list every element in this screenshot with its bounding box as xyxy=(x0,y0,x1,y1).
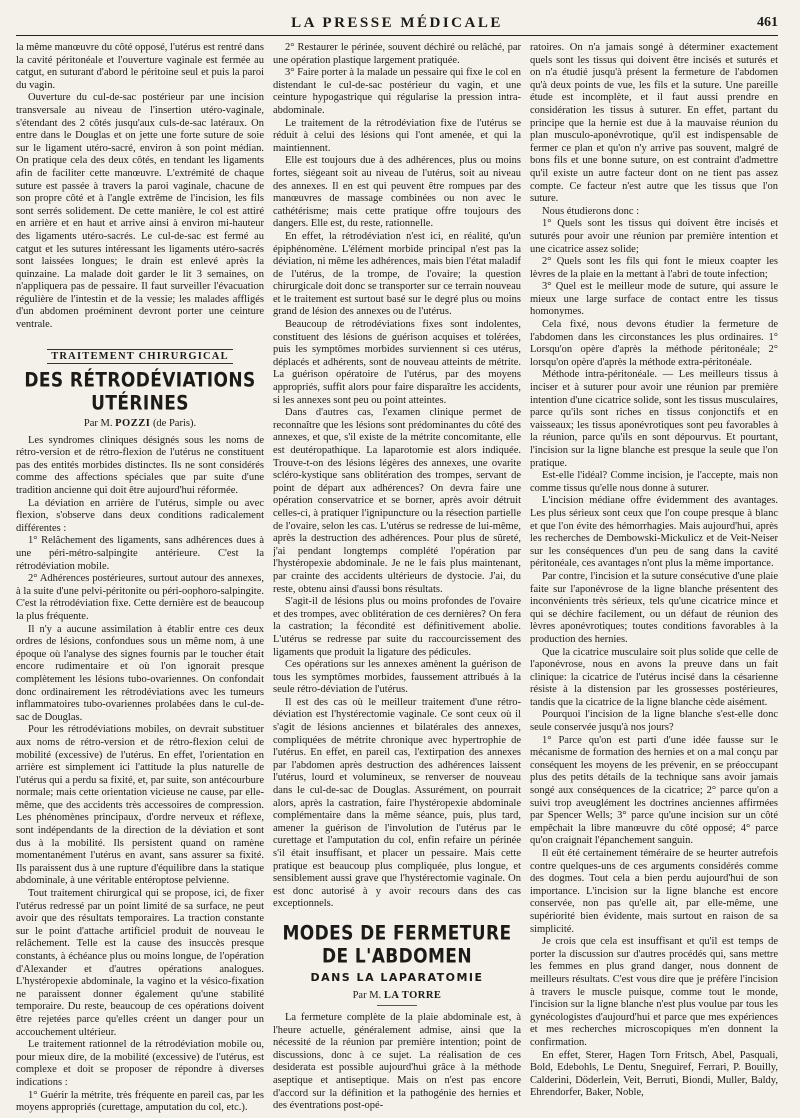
paragraph: 1° Quels sont les tissus qui doivent être incisés et suturés pour avoir une réunion par première intention et une cicatrice assez solide; xyxy=(530,218,778,255)
column-2 xyxy=(273,42,521,1118)
paragraph: la même manœuvre du côté opposé, l'utérus est rentré dans la cavité péritonéale et l'ouverture vaginale est fermée au catgut, en suturant d'abord le péritoine seul et puis la paroi du vagin. xyxy=(16,42,264,91)
article-heading xyxy=(16,346,264,429)
page-number: 461 xyxy=(757,15,778,30)
article-byline xyxy=(273,990,521,1001)
paragraph: Ouverture du cul-de-sac postérieur par une incision transversale au niveau de l'insertion utéro-vaginale, s'étendant des 2 côtés jusqu'aux culs-de-sac latéraux. On entre dans le Douglas et on jette une forte suture de soie sur le ligament utéro-sacré, environ à son point médian. On pratique cela des deux côtés, en tendant les ligaments afin de faciliter cette manœuvre. L'extrémité de chaque suture est passée à travers la paroi vaginale, chacune de son propre côté et à l'angle extrême de l'incision, les fils sont serrés solidement. De cette manière, le col est attiré en arrière et en haut et arrive ainsi à environ mi-hauteur des ligaments utéro-sacrés. Le cul-de-sac est fermé au catgut et les sutures intéressant les ligaments utéro-sacrés sont laissées longues; le drain est enlevé après la quinzaine. La malade doit garder le lit 3 semaines, on n'appliquera pas de pessaire. Il faut surveiller l'évacuation régulière de l'intestin et de la vessie; les malades affligés d'un abdomen proéminent devront porter une ceinture ventrale. xyxy=(16,92,264,331)
paragraph: En effet, Sterer, Hagen Torn Fritsch, Abel, Pasquali, Bold, Edebohls, Le Dentu, Sneguiref, Ferrari, P. Bouilly, Calderini, Döderlein, Veit, Berruti, Biondi, Muller, Baldy, Ehrendorfer, Baker, Noble, xyxy=(530,1049,778,1099)
paragraph: Il eût été certainement téméraire de se heurter autrefois contre quelques-uns de ces arguments considérés comme des dogmes. Tout cela a bien perdu aujourd'hui de son importance. L'incision sur la ligne blanche est encore conservée, non pas qu'elle ait, par elle-même, une supériorité bien évidente, mais surtout en raison de sa simplicité. xyxy=(530,848,778,935)
paragraph: S'agit-il de lésions plus ou moins profondes de l'ovaire et des trompes, avec oblitération de ces dernières? On fera la castration; la fécondité est définitivement abolie. L'utérus se redresse par suite du raccourcissement des ligaments que produit la ligature des pédicules. xyxy=(273,596,521,658)
column-1 xyxy=(16,42,264,1118)
paragraph: Est-elle l'idéal? Comme incision, je l'accepte, mais non comme tissus qu'elle nous donne à suturer. xyxy=(530,470,778,494)
paragraph: Tout traitement chirurgical qui se propose, ici, de fixer l'utérus redressé par un point limité de sa surface, ne peut avoir que des résultats temporaires. La traction constante sur le point d'attache artificiel produit de nouveau le relâchement. Telle est la cause des insuccès presque constants, à échéance plus ou moins longue, de l'opération d'Alexander et d'autres opérations analogues. L'hystéropexie abdominale, la vagino et la vésico-fixation ne paraissent donner également qu'une stabilité temporaire. Du reste, beaucoup de ces opérations doivent être rejetées parce qu'elles créent un danger pour un accouchement ultérieur. xyxy=(16,888,264,1038)
article-title: MODES DE FERMETURE DE L'ABDOMEN xyxy=(282,921,512,968)
paragraph: Méthode intra-péritonéale. — Les meilleurs tissus à inciser et à suturer pour avoir une réunion par première intention d'une cicatrice solide, sont les tissus musculaires, parce qu'ils sont riches en tissus conjonctifs et en vaisseaux; les tissus aponévrotiques sont peu favorables à la réunion, parce qu'ils en sont dépourvus. Et pourtant, l'incision sur la ligne blanche est presque la seule que l'on pratique. xyxy=(530,369,778,469)
paragraph: Dans d'autres cas, l'examen clinique permet de reconnaître que les lésions sont prédominantes du côté des annexes, et que, s'il existe de la métrite concomitante, elle est deutéropathique. La laparotomie est alors indiquée. Trouve-t-on des lésions légères des annexes, une ovarite scléro-kystique sans oblitération des trompes, servant de point de départ aux adhérences? On devra faire une opération conservatrice et se borner, après avoir détruit celles-ci, à pratiquer l'ignipuncture ou la résection partielle de l'ovaire, selon les cas. L'utérus se redresse de lui-même, après la destruction des adhérences. Pour plus de sûreté, j'ai pendant longtemps complété l'opération par l'hystéropexie abdominale. Je ne le fais plus maintenant, par crainte des accidents ultérieurs de dystocie. J'ai, du reste, obtenu ainsi d'aussi bons résultats. xyxy=(273,407,521,595)
paragraph: 2° Quels sont les fils qui font le mieux coapter les lèvres de la plaie en la mettant à l'abri de toute infection; xyxy=(530,256,778,280)
paragraph: 1° Guérir la métrite, très fréquente en pareil cas, par les moyens appropriés (curettage, amputation du col, etc.). xyxy=(16,1089,264,1114)
article-heading xyxy=(273,921,521,1006)
paragraph: La déviation en arrière de l'utérus, simple ou avec flexion, s'observe dans deux conditions radicalement différentes : xyxy=(16,497,264,534)
article-subtitle: DANS LA LAPARATOMIE xyxy=(310,970,484,984)
paragraph: Je crois que cela est insuffisant et qu'il est temps de porter la discussion sur d'autres procédés qui, sans mettre les femmes en plus grand danger, nous donnent de meilleurs résultats. C'est vous dire que je préfère l'incision à travers le muscle puisque, comme tout le monde, l'incision sur la ligne blanche n'est plus voulue par tous les gynécologistes d'aujourd'hui et parce que mes expériences et mes recherches microscopiques m'en donnent la confirmation. xyxy=(530,936,778,1048)
paragraph: Les syndromes cliniques désignés sous les noms de rétro-version et de rétro-flexion de l'utérus ne constituent pas des entités morbides distinctes. Ils ne sont considérés comme des affections spéciales que par suite d'une tradition ancienne qui doit être aujourd'hui réformée. xyxy=(16,434,264,497)
paragraph: En effet, la rétrodéviation n'est ici, en réalité, qu'un épiphénomène. L'élément morbide principal n'est pas la déviation, ni même les adhérences, mais bien l'état maladif de l'utérus, de la trompe, de l'ovaire; la question chirurgicale doit donc se transporter sur ce terrain nouveau et le traitement est surtout basé sur le degré plus ou moins grand de lésion des annexes ou de l'utérus. xyxy=(273,230,521,318)
text-columns xyxy=(16,42,778,1118)
paragraph: Il n'y a aucune assimilation à établir entre ces deux ordres de lésions, confondues sous un même nom, à une époque où l'analyse des signes fournis par le toucher était encore rudimentaire et où l'on ignorait presque complètement les lésions tubo-ovariennes. On confondait donc ordinairement les rétrodéviations avec les tumeurs inflammatoires tubo-ovariennes prolabées dans le cul-de-sac de Douglas. xyxy=(16,623,264,723)
article-byline xyxy=(16,418,264,429)
paragraph: Beaucoup de rétrodéviations fixes sont indolentes, constituent des lésions de guérison acquises et tolérées, puis les symptômes morbides surviennent si ces utérus, déplacés et adhérents, sont de nouveau atteints de métrite. La guérison opératoire de l'utérus, par des moyens appropriés, suffit alors pour faire disparaître les accidents, si les annexes sont peu ou point atteintes. xyxy=(273,319,521,406)
running-title: LA PRESSE MÉDICALE xyxy=(291,15,503,31)
paragraph: Elle est toujours due à des adhérences, plus ou moins fortes, siégeant soit au niveau de l'utérus, soit au niveau des annexes. Il en est qui peuvent être rompues par des manœuvres de massage combinées ou non avec le cathétérisme; mais cette pratique offre toujours des dangers. Elle est, du reste, rationnelle. xyxy=(273,155,521,230)
paragraph: La fermeture complète de la plaie abdominale est, à l'heure actuelle, généralement admise, ainsi que la nécessité de la réunion par première intention; point de discussions, donc à ce sujet. La réalisation de ces desiderata est possible aujourd'hui grâce à la méthode aseptique et antiseptique. Mais on n'est pas encore d'accord sur la définition et la pathogénie des hernies et des éventrations post-opé- xyxy=(273,1011,521,1112)
author-name: LA TORRE xyxy=(383,989,442,1001)
paragraph: Le traitement rationnel de la rétrodéviation mobile ou, pour mieux dire, de la mobilité (excessive) de l'utérus, est complexe et doit se proposer de répondre à diverses indications : xyxy=(16,1039,264,1088)
paragraph: Le traitement de la rétrodéviation fixe de l'utérus se réduit à celui des lésions qui l'ont amenée, et qui la maintiennent. xyxy=(273,117,521,154)
byline-prefix: Par M. xyxy=(352,989,382,1001)
paragraph: Ces opérations sur les annexes amènent la guérison de tous les symptômes morbides, faussement attribués à la seule rétro-déviation de l'utérus. xyxy=(273,659,521,696)
paragraph: ratoires. On n'a jamais songé à déterminer exactement quels sont les tissus qui doivent être incisés et suturés et on n'a étudié jusqu'à présent la fermeture de l'abdomen qu'à deux points de vue, les fils et la suture. Une pareille étude est incomplète, et il faut aussi prendre en considération les tissus à suturer. En effet, partant du principe que la hernie est due à la mauvaise réunion du plan musculo-aponévrotique, qu'il est indispensable de fermer ce plan et qu'on n'y arrive pas souvent, malgré de bons fils et une bonne suture, on est contraint d'admettre qu'il existe un autre facteur dont on ne tient pas assez compte. Ce facteur n'est autre que les tissus que l'on suture. xyxy=(530,42,778,205)
paragraph: 3° Quel est le meilleur mode de suture, qui assure le mieux une large surface de contact entre les tissus homonymes. xyxy=(530,281,778,318)
byline-suffix: (de Paris). xyxy=(152,417,197,429)
paragraph: Que la cicatrice musculaire soit plus solide que celle de l'aponévrose, nous en avons la preuve dans un fait clinique: la cicatrice de l'utérus incisé dans la césarienne résiste à la distension par les grossesses postérieures, tandis que la cicatrice de la ligne blanche cède aisément. xyxy=(530,646,778,708)
column-3 xyxy=(530,42,778,1118)
paragraph: Par contre, l'incision et la suture consécutive d'une plaie faite sur l'aponévrose de la ligne blanche présentent des inconvénients très sérieux, tels qu'une cicatrice mince et qui se déchire facilement, ou un défaut de réunion des lèvres aponévrotiques; toutes conditions favorables à la production des hernies. xyxy=(530,570,778,645)
paragraph: Pourquoi l'incision de la ligne blanche s'est-elle donc seule conservée jusqu'à nos jours? xyxy=(530,709,778,734)
page-header xyxy=(16,14,778,36)
paragraph: Cela fixé, nous devons étudier la fermeture de l'abdomen dans les circonstances les plus ordinaires. 1° Lorsqu'on opère d'après la méthode péritonéale; 2° lorsqu'on opère d'après la méthode extra-péritonéale. xyxy=(530,319,778,368)
paragraph: Il est des cas où le meilleur traitement d'une rétro-déviation est l'hystérectomie vaginale. Ce sont ceux où il s'agit de lésions anciennes et bilatérales des annexes, compliquées de métrite chronique avec hypertrophie de l'utérus. En effet, en pareil cas, l'extirpation des annexes par l'abdomen après destruction des adhérences laissent l'utérus, lourd et volumineux, se renverser de nouveau dans le cul-de-sac de Douglas. Assurément, on pourrait alors, après la castration, faire l'hystéropexie abdominale complémentaire dans la même séance, puis, plus tard, amener la guérison de l'involution de l'utérus par le curettage et l'amputation du col, enfin refaire un périnée s'il était insuffisant, et placer un pessaire. Mais cette pratique est beaucoup plus compliquée, plus longue, et sensiblement aussi grave que l'hystérectomie vaginale. On est donc autorisé à y avoir recours dans des cas exceptionnels. xyxy=(273,696,521,910)
paragraph: L'incision médiane offre évidemment des avantages. Les plus sérieux sont ceux que l'on coupe presque à blanc et que l'on évite des hémorrhagies. Mais aujourd'hui, après les recherches de Dembowski-Mickulicz et de Veit-Neiser sur les conséquences d'un peu de sang dans la cavité péritonéale, ces avantages n'ont plus la même importance. xyxy=(530,495,778,570)
paragraph: 3° Faire porter à la malade un pessaire qui fixe le col en distendant le cul-de-sac postérieur du vagin, et une ceinture hypogastrique qui régularise la pression intra-abdominale. xyxy=(273,67,521,116)
paragraph: 2° Adhérences postérieures, surtout autour des annexes, à la suite d'une pelvi-péritonite ou péri-oophoro-salpingite. C'est la rétrodéviation fixe. Cette dernière est de beaucoup la plus fréquente. xyxy=(16,573,264,622)
divider xyxy=(377,1005,417,1006)
paragraph: Nous étudierons donc : xyxy=(542,205,640,217)
paragraph: 1° Parce qu'on est parti d'une idée fausse sur le mécanisme de formation des hernies et on a mal conçu par conséquent les moyens de les prévenir, en se préoccupant plus des petits détails de la technique sans avoir jamais songé aux conséquences de la cicatrice; 2° parce qu'on a suivi trop aveuglément les doctrines anciennes affirmées par Spencer Wells; 3° parce qu'une incision sur un côté empêchait la libre manœuvre du côté opposé; 4° parce qu'on craignait l'épanchement sanguin. xyxy=(530,734,778,847)
paragraph: Pour les rétrodéviations mobiles, on devrait substituer aux noms de rétro-version et de rétro-flexion celui de mobilité (excessive) de l'utérus. En effet, l'orientation en arrière est simplement ici l'attitude la plus naturelle de l'utérus qui a perdu sa fixité, et, par suite, son antécourbure normale; mais cette orientation vicieuse ne cause, par elle-même, que des accidents très accessoires de compression. Les phénomènes principaux, d'ordre nerveux et réflexe, sont indépendants de la direction de la déviation et sont dus à la mobilité. Ils persistent quand on ramène momentanément l'utérus en avant, sans assurer sa fixité. Ils paraissent dus à une rupture d'équilibre dans la statique abdominale, à une véritable entéroptose pelvienne. xyxy=(16,724,264,887)
article-title: DES RÉTRODÉVIATIONS UTÉRINES xyxy=(24,368,256,415)
paragraph: 2° Restaurer le périnée, souvent déchiré ou relâché, par une opération plastique largement pratiquée. xyxy=(273,42,521,66)
author-name: POZZI xyxy=(115,417,151,429)
article-kicker: TRAITEMENT CHIRURGICAL xyxy=(47,349,233,364)
byline-prefix: Par M. xyxy=(83,417,113,429)
paragraph: 1° Relâchement des ligaments, sans adhérences dues à une péri-métro-salpingite antérieure. C'est la rétrodéviation mobile. xyxy=(16,535,264,572)
